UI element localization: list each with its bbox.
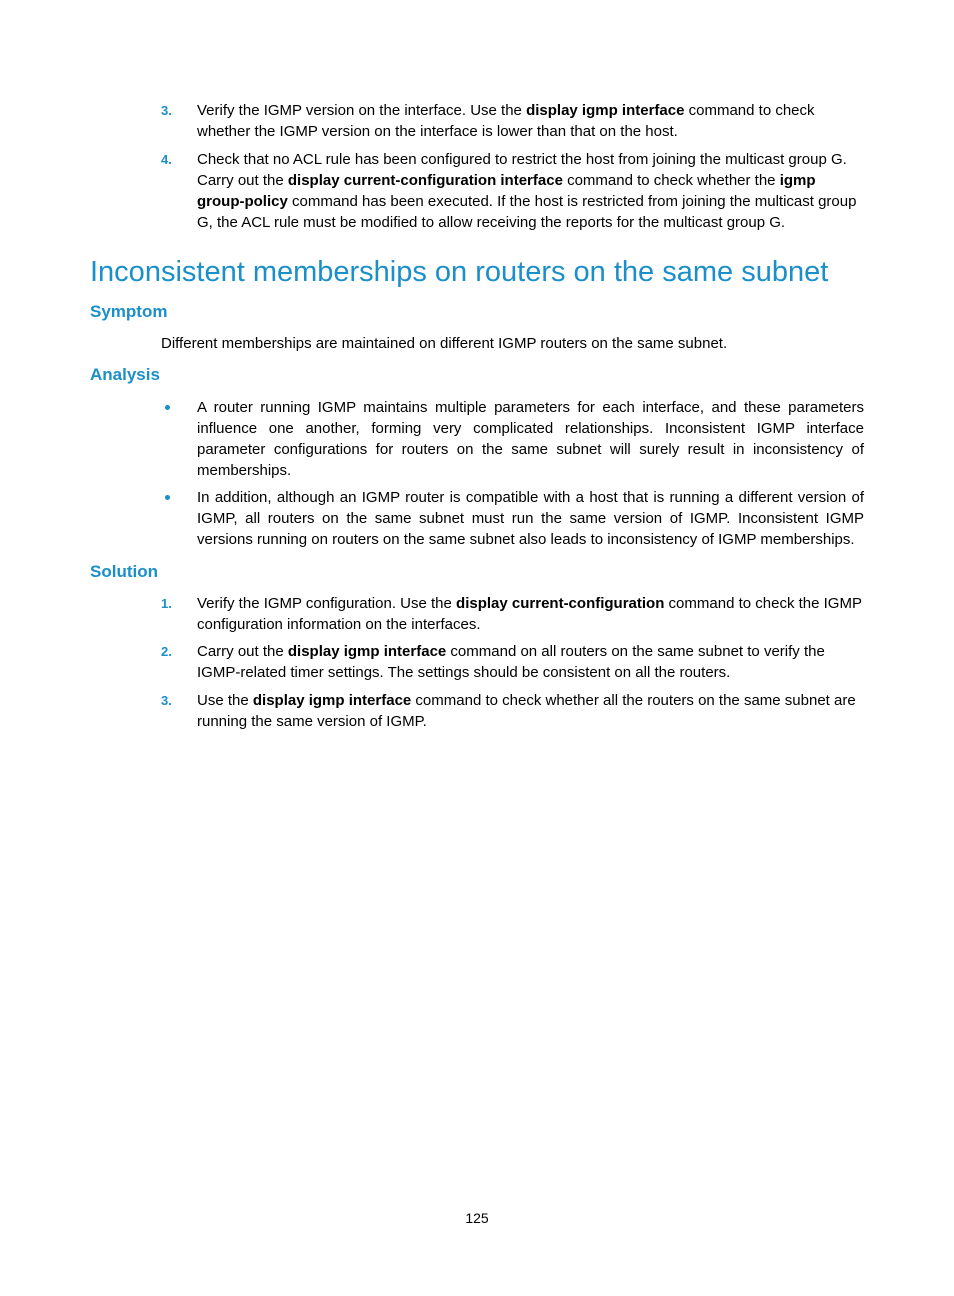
command-name: igmp group-policy — [197, 172, 816, 210]
analysis-heading: Analysis — [90, 365, 160, 384]
step-text — [197, 149, 864, 233]
bullet-text: A router running IGMP maintains multiple parameters for each interface, and these parameters influence one another, forming very complicated relationships. Inconsistent IGMP interface parameter configurations for routers on the same subnet will surely result in inconsistency of memberships. — [197, 399, 864, 479]
step-text — [197, 100, 864, 142]
solution-heading: Solution — [90, 562, 158, 581]
step-number: 1. — [161, 596, 172, 611]
text-run: command has been executed. If the host is restricted from joining the multicast group G, the ACL rule must be modified to allow receiving the reports for the multicast group G. — [197, 193, 857, 231]
symptom-heading: Symptom — [90, 302, 168, 321]
command-name: display igmp interface — [287, 643, 447, 660]
step-text — [197, 593, 864, 635]
solution-step-1 — [161, 593, 864, 635]
bullet-icon — [165, 405, 170, 410]
command-name: display igmp interface — [526, 102, 685, 119]
text-run: command to check whether all the routers on the same subnet are running the same version of IGMP. — [197, 692, 856, 730]
bullet-text: In addition, although an IGMP router is compatible with a host that is running a different version of IGMP, all routers on the same subnet must run the same version of IGMP. Inconsistent IGMP versions running on routers on the same subnet also leads to inconsistency of IGMP memberships. — [197, 489, 864, 548]
text-run: command to check the IGMP configuration information on the interfaces. — [197, 595, 862, 633]
text-run: Use the — [197, 692, 253, 709]
text-run: command to check whether the — [562, 172, 780, 189]
command-name: display current-configuration — [456, 595, 665, 612]
step-text — [197, 641, 864, 683]
symptom-text: Different memberships are maintained on different IGMP routers on the same subnet. — [161, 335, 728, 352]
text-run: command to check whether the IGMP version on the interface is lower than that on the host. — [197, 102, 815, 140]
section-title: Inconsistent memberships on routers on the same subnet — [90, 256, 829, 288]
solution-step-2 — [161, 641, 864, 683]
command-name: display current-configuration interface — [287, 172, 563, 189]
list-item-step-4 — [161, 149, 864, 233]
text-run: Check that no ACL rule has been configured to restrict the host from joining the multicast group G. Carry out the — [197, 151, 847, 189]
text-run: Verify the IGMP configuration. Use the — [197, 595, 457, 612]
step-number: 3. — [161, 103, 172, 118]
step-text — [197, 690, 864, 732]
bullet-icon — [165, 495, 170, 500]
text-run: Carry out the — [197, 643, 288, 660]
step-number: 3. — [161, 693, 172, 708]
analysis-bullet-2 — [161, 487, 864, 550]
text-run: command on all routers on the same subnet to verify the IGMP-related timer settings. The settings should be consistent on all the routers. — [197, 643, 825, 681]
page-number: 125 — [465, 1210, 489, 1226]
step-number: 4. — [161, 152, 172, 167]
list-item-step-3 — [161, 100, 864, 142]
solution-step-3 — [161, 690, 864, 732]
text-run: Verify the IGMP version on the interface. Use the — [197, 102, 527, 119]
analysis-bullet-1 — [161, 397, 864, 481]
command-name: display igmp interface — [252, 692, 412, 709]
step-number: 2. — [161, 644, 172, 659]
